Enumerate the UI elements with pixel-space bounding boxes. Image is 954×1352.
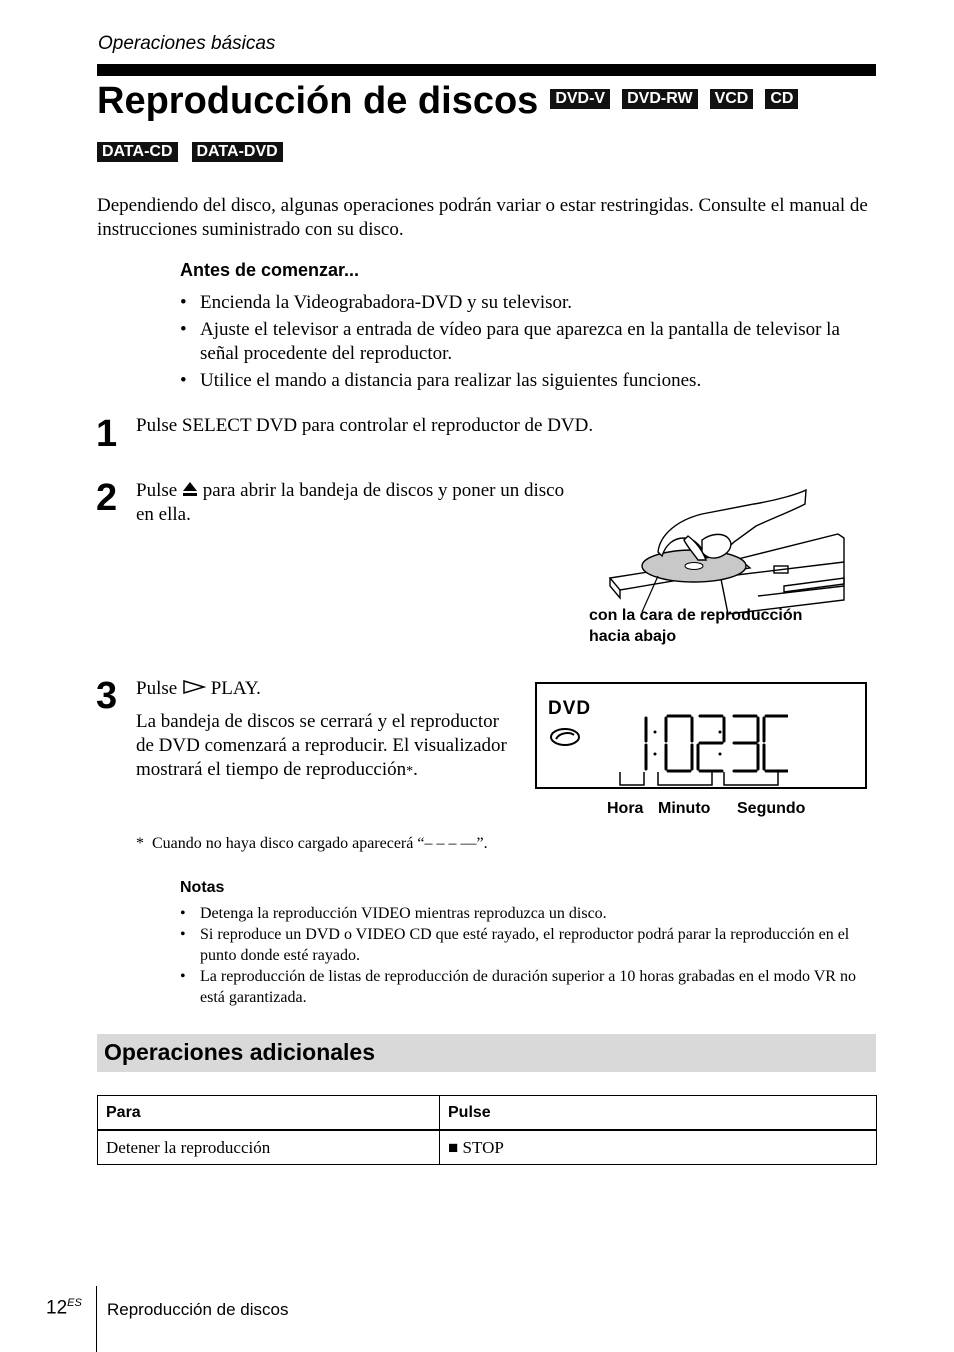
before-heading: Antes de comenzar...: [180, 260, 360, 280]
column-header: Para: [98, 1096, 440, 1131]
notes-heading: Notas: [180, 879, 225, 896]
step-text: Pulse PLAY.: [136, 678, 261, 699]
play-icon: [182, 680, 206, 694]
intro-paragraph: Dependiendo del disco, algunas operaciones podrán variar o estar restringidas. Consulte el manual de instrucciones suministrado con su disco.: [97, 195, 868, 240]
footnote: * Cuando no haya disco cargado aparecerá “– – – —”.: [136, 835, 488, 852]
second-label: Segundo: [737, 800, 806, 817]
operations-table: [97, 1095, 877, 1165]
page-title-text: Reproducción de discos: [97, 80, 539, 122]
table-cell: Detener la reproducción: [98, 1130, 440, 1165]
time-readout: [640, 714, 788, 774]
disc-caption: con la cara de reproducción hacia abajo: [589, 607, 803, 645]
disc-badge: DVD-V: [550, 89, 610, 109]
display-dvd-label: DVD: [548, 698, 592, 719]
step-number: 1: [96, 413, 118, 455]
disc-badge: DATA-DVD: [192, 142, 283, 162]
column-header: Pulse: [440, 1096, 877, 1131]
page-number: $12^{ES}$: [46, 1297, 82, 1319]
stop-icon: ■: [448, 1137, 459, 1157]
list-item: • La reproducción de listas de reproducción de duración superior a 10 horas grabadas en el modo VR no está garantizada.: [180, 966, 870, 1008]
page-title: [97, 80, 798, 123]
list-item: • Detenga la reproducción VIDEO mientras reproduzca un disco.: [180, 903, 870, 924]
disc-badge: CD: [765, 89, 798, 109]
before-list: [180, 291, 875, 396]
table-cell: ■ STOP: [440, 1130, 877, 1165]
disc-indicator-icon: [548, 726, 582, 748]
step-number: 2: [96, 477, 118, 519]
footer-label: Reproducción de discos: [107, 1300, 289, 1319]
hour-label: Hora: [607, 800, 644, 817]
disc-badge: VCD: [710, 89, 754, 109]
list-item: • Utilice el mando a distancia para realizar las siguientes funciones.: [180, 369, 875, 393]
list-item: • Ajuste el televisor a entrada de vídeo para que aparezca en la pantalla de televisor la señal procedente del reproductor.: [180, 318, 875, 366]
table-header-row: [98, 1096, 877, 1131]
step-text: Pulse para abrir la bandeja de discos y poner un disco en ella.: [136, 480, 565, 525]
footer-rule: [96, 1286, 97, 1352]
list-item: • Encienda la Videograbadora-DVD y su televisor.: [180, 291, 875, 315]
step-number: 3: [96, 675, 118, 717]
disc-badges-row: [97, 142, 297, 162]
list-item: • Si reproduce un DVD o VIDEO CD que esté rayado, el reproductor podrá parar la reproducción en el punto donde esté rayado.: [180, 924, 870, 966]
step-text: Pulse SELECT DVD para controlar el reproductor de DVD.: [136, 415, 594, 436]
table-row: [98, 1130, 877, 1165]
disc-badge: DATA-CD: [97, 142, 178, 162]
section-header: Operaciones básicas: [98, 33, 276, 54]
time-brackets: [616, 772, 784, 790]
disc-badge: DVD-RW: [622, 89, 697, 109]
step-body: La bandeja de discos se cerrará y el reproductor de DVD comenzará a reproducir. El visualizador mostrará el tiempo de reproducción*.: [136, 711, 507, 780]
disc-tray-illustration: [598, 486, 846, 616]
header-rule: [97, 64, 876, 76]
notes-list: [180, 903, 870, 1008]
minute-label: Minuto: [658, 800, 711, 817]
subsection-title: Operaciones adicionales: [104, 1039, 376, 1065]
eject-icon: [182, 481, 198, 497]
